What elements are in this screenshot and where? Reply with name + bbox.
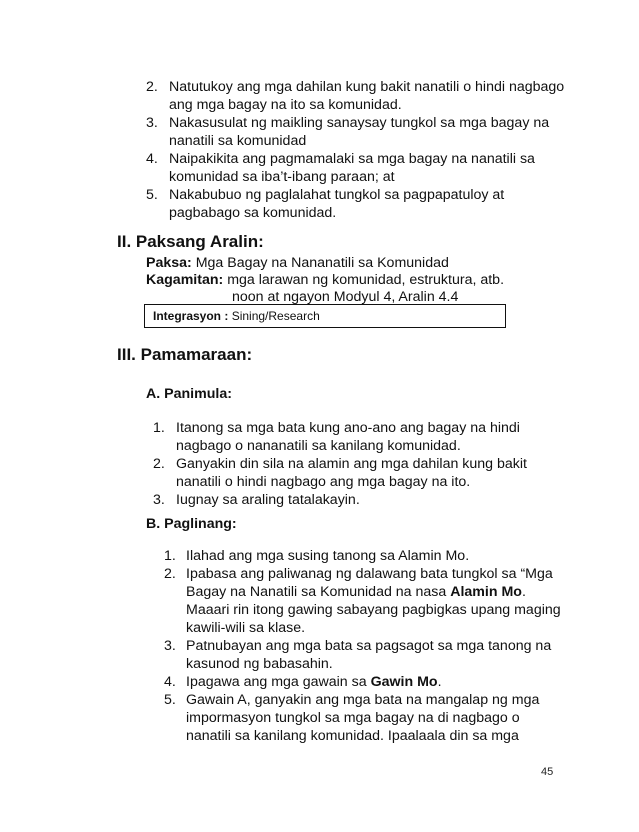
paglinang-item: 1. Ilahad ang mga susing tanong sa Alamin Mo. xyxy=(164,548,470,564)
panimula-heading: A. Panimula: xyxy=(146,386,232,402)
integrasyon-value: Sining/Research xyxy=(228,309,320,323)
objective-item: 2. Natutukoy ang mga dahilan kung bakit nanatili o hindi nagbago ang mga bagay na ito sa komunidad. xyxy=(146,79,565,113)
paglinang-list xyxy=(164,547,568,745)
panimula-item: 2. Ganyakin din sila na alamin ang mga dahilan kung bakit nanatili o hindi nagbago ang mga bagay na ito. xyxy=(153,456,527,490)
paglinang-item: 3. Patnubayan ang mga bata sa pagsagot sa mga tanong na kasunod ng babasahin. xyxy=(164,638,552,672)
paksa-line xyxy=(146,254,449,272)
panimula-list xyxy=(153,419,573,509)
alamin-mo-emphasis: Alamin Mo xyxy=(450,584,522,600)
section-2-heading: II. Paksang Aralin: xyxy=(117,232,264,251)
kagamitan-line-2: noon at ngayon Modyul 4, Aralin 4.4 xyxy=(232,289,459,305)
paksa-label: Paksa: xyxy=(146,255,192,271)
gawin-mo-emphasis: Gawin Mo xyxy=(370,674,438,690)
integrasyon-box xyxy=(144,304,506,328)
panimula-item: 1. Itanong sa mga bata kung ano-ano ang bagay na hindi nagbago o nananatili sa kanilang komunidad. xyxy=(153,420,520,454)
paglinang-item: 4. Ipagawa ang mga gawain sa Gawin Mo. xyxy=(164,674,442,690)
paglinang-item: 5. Gawain A, ganyakin ang mga bata na mangalap ng mga impormasyon tungkol sa mga bagay na di nagbago o nanatili sa kanilang komunidad. Ipaalaala din sa mga xyxy=(164,692,540,744)
kagamitan-line xyxy=(146,271,504,289)
paksa-value: Mga Bagay na Nananatili sa Komunidad xyxy=(191,255,449,271)
objective-item: 4. Naipakikita ang pagmamalaki sa mga bagay na nanatili sa komunidad sa iba’t-ibang paraan; at xyxy=(146,151,535,185)
paglinang-item: 2. Ipabasa ang paliwanag ng dalawang bata tungkol sa “Mga Bagay na Nanatili sa Komunidad na nasa Alamin Mo. Maaari rin itong gawing sabayang pagbigkas upang maging kawili-wili sa klase. xyxy=(164,566,561,636)
panimula-item: 3. Iugnay sa araling tatalakayin. xyxy=(153,492,360,508)
integrasyon-label: Integrasyon : xyxy=(153,309,229,323)
kagamitan-value: mga larawan ng komunidad, estruktura, atb. xyxy=(223,272,505,288)
objective-item: 5. Nakabubuo ng paglalahat tungkol sa pagpapatuloy at pagbabago sa komunidad. xyxy=(146,187,505,221)
section-3-heading: III. Pamamaraan: xyxy=(117,345,253,364)
kagamitan-label: Kagamitan: xyxy=(146,272,224,288)
paglinang-heading: B. Paglinang: xyxy=(146,516,237,532)
objectives-list xyxy=(146,78,566,222)
page-number: 45 xyxy=(541,766,554,778)
objective-item: 3. Nakasusulat ng maikling sanaysay tungkol sa mga bagay na nanatili sa komunidad xyxy=(146,115,550,149)
